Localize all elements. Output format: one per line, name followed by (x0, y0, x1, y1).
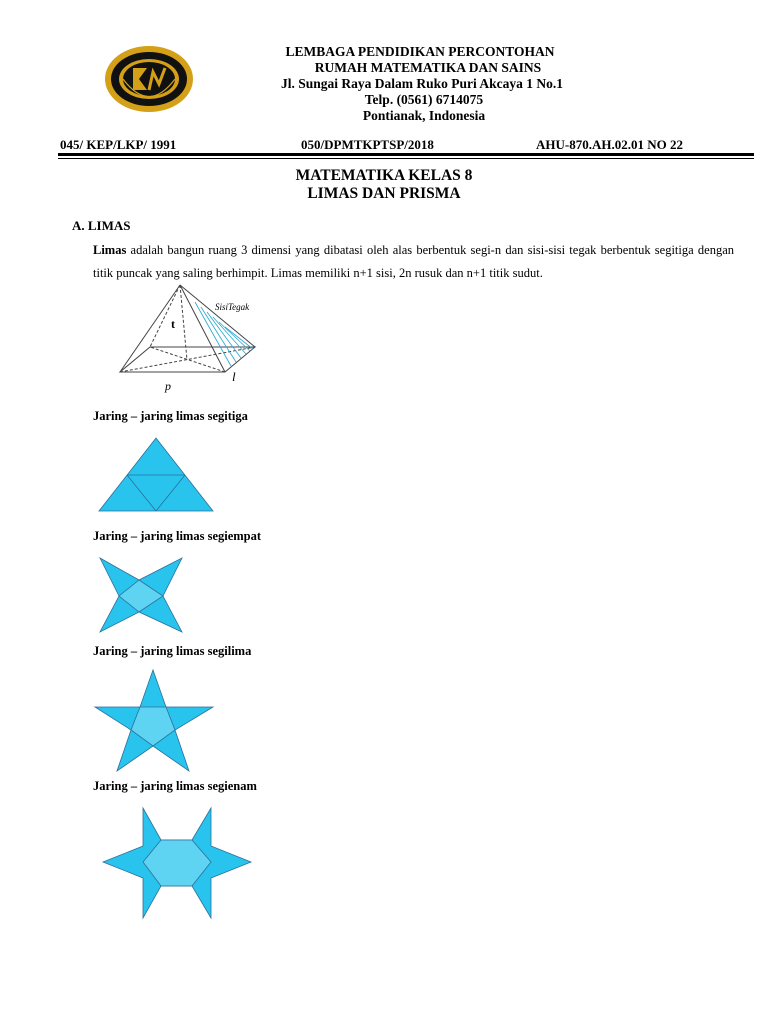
pyramid-label-t: t (171, 317, 175, 331)
pyramid-figure (115, 282, 285, 392)
document-title: MATEMATIKA KELAS 8 (295, 167, 473, 184)
net-label-segitiga: Jaring – jaring limas segitiga (93, 409, 248, 423)
pyramid-label-p: p (165, 379, 171, 393)
org-name: LEMBAGA PENDIDIKAN PERCONTOHAN (285, 44, 555, 59)
org-city: Pontianak, Indonesia (362, 108, 486, 123)
net-square-pyramid (97, 556, 187, 634)
limas-term: Limas (93, 243, 127, 257)
net-label-segienam: Jaring – jaring limas segienam (93, 779, 257, 793)
net-label-segiempat: Jaring – jaring limas segiempat (93, 529, 262, 543)
document-subtitle: LIMAS DAN PRISMA (307, 185, 461, 202)
header-divider-thick (58, 153, 754, 156)
net-pentagonal-pyramid (95, 668, 215, 773)
org-phone: Telp. (0561) 6714075 (364, 92, 484, 107)
net-triangular-pyramid (99, 438, 214, 513)
org-subtitle: RUMAH MATEMATIKA DAN SAINS (314, 60, 542, 75)
header-divider-thin (58, 158, 754, 159)
pyramid-label-l: l (232, 369, 236, 384)
registration-number-1: 045/ KEP/LKP/ 1991 (60, 137, 177, 152)
registration-number-3: AHU-870.AH.02.01 NO 22 (536, 137, 683, 152)
registration-number-2: 050/DPMTKPTSP/2018 (301, 137, 434, 152)
section-heading-limas: A. LIMAS (72, 218, 131, 233)
org-address: Jl. Sungai Raya Dalam Ruko Puri Akcaya 1 No.1 (280, 76, 564, 91)
pyramid-label-sisi-tegak: SisiTegak (215, 302, 250, 312)
net-label-segilima: Jaring – jaring limas segilima (93, 644, 252, 658)
limas-definition-text: adalah bangun ruang 3 dimensi yang dibatasi oleh alas berbentuk segi-n dan sisi-sisi tegak berbentuk segitiga dengan titik puncak yang saling berhimpit. Limas memiliki n+1 sisi, 2n rusuk dan n+1 titik sudut. (93, 243, 734, 280)
limas-definition (93, 239, 734, 285)
net-hexagonal-pyramid (103, 806, 253, 921)
